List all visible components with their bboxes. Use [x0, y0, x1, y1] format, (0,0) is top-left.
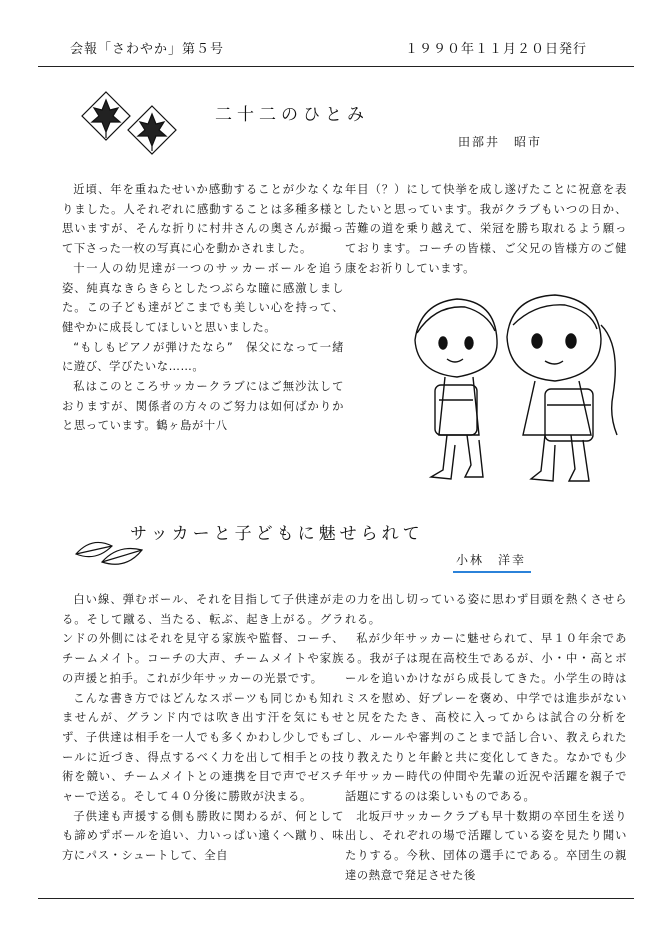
article1-left-column [62, 180, 344, 436]
maple-leaf-icon [78, 88, 188, 158]
article2-right-column [345, 590, 627, 886]
article2-paragraph: 北坂戸サッカークラブも早十数期の卒団生を送り出し、それぞれの場で活躍している姿を見たり聞いたりする。今秋、団体の選手にである。卒団生の親達の熱意で発足させた後 [345, 809, 627, 882]
leaves-icon [72, 534, 152, 568]
header-newsletter: 会報「さわやか」第５号 [70, 42, 225, 57]
header-date: １９９０年１１月２０日発行 [405, 42, 588, 57]
article1-paragraph: 年目（？）にして快挙を成し遂げたことに祝意を表したいと思っています。我がクラブもいつの日か、苦難の道を乗り越えて、栄冠を勝ち取れるよう願っております。コーチの皆様、ご父兄の皆様方のご健康をお祈りしています。 [345, 183, 627, 275]
author-underline [453, 571, 531, 573]
article2-paragraph: こんな書き方ではどんなスポーツも同じかも知れませんが、グランド内では吹き出す汗を気にもせず、子供達は相手を一人でも多くかわし少しでもゴールに近づき、得点するべく力を出して相手との技術を競い、チームメイトとの連携を目で声でゼスチャーで送る。そして４０分後に勝敗が決まる。 [62, 691, 344, 804]
top-divider [38, 66, 634, 67]
article1-title: 二十二のひとみ [215, 105, 369, 125]
article1-author: 田部井 昭市 [458, 135, 543, 149]
article1-paragraph: “もしもピアノが弾けたなら” 保父になって一緒に遊び、学びたいな……。 [62, 340, 344, 374]
article2-paragraph: 私が少年サッカーに魅せられて、早１０年余である。我が子は現在高校生であるが、小・中・高とボールを追いかけながら成長してきた。小学生の時はミスを慰め、好プレーを褒め、中学では進歩がないと尻をたたき、高校に入ってからは試合の分析をし、ルールや審判のことまで話し合い、教えられたり教えたりと年齢と共に変化してきた。なかでも少年サッカー時代の仲間や先輩の近況や活躍を親子で話題にするのは楽しいものである。 [345, 632, 627, 804]
school-children-illustration [395, 285, 630, 495]
article2-paragraph: の力を出し切っている姿に思わず目頭を熱くさせられる。 [345, 593, 627, 626]
article1-paragraph: 私はこのところサッカークラブにはご無沙汰しておりますが、関係者の方々のご努力は如何ばかりかと思っています。鶴ヶ島が十八 [62, 380, 344, 433]
article1-right-column [345, 180, 627, 279]
bottom-divider [38, 898, 634, 899]
article1-paragraph: 近頃、年を重ねたせいか感動することが少なくなりました。人それぞれに感動することは多種多様と思いますが、そんな折りに村井さんの奥さんが撮って下さった一枚の写真に心を動かされました。 [62, 183, 344, 256]
article2-left-column [62, 590, 344, 866]
article1-paragraph: 十一人の幼児達が一つのサッカーボールを追う姿、純真なきらきらとしたつぶらな瞳に感激しました。この子ども達がどこまでも美しい心を持って、健やかに成長してほしいと思いました。 [62, 261, 344, 334]
article2-author: 小林 洋幸 [456, 553, 527, 567]
article2-paragraph: 子供達も声援する側も勝敗に関わるが、何としても諦めずボールを追い、力いっぱい遠くへ蹴り、味方にパス・シュートして、全自 [62, 809, 344, 863]
article2-paragraph: 白い線、弾むボール、それを目指して子供達が走る。そして蹴る、当たる、転ぶ、起き上がる。グランドの外側にはそれを見守る家族や監督、コーチ、チームメイト。コーチの大声、チームメイトや家族の声援と拍手。これが少年サッカーの光景です。 [62, 593, 344, 685]
article2-title: サッカーと子どもに魅せられて [130, 524, 424, 544]
